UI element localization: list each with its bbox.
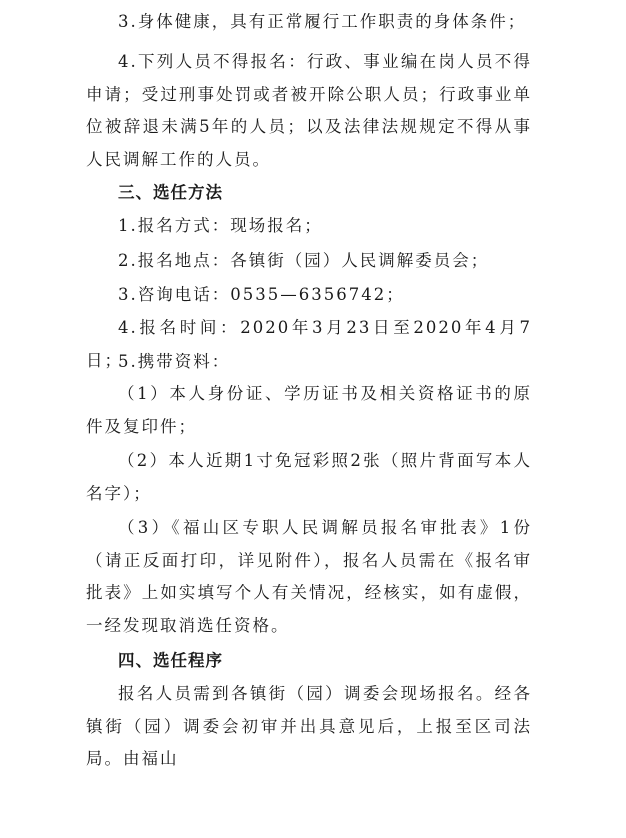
paragraph-health-requirement: 3.身体健康，具有正常履行工作职责的身体条件； bbox=[118, 12, 527, 31]
paragraph-material-id-certificates: （1）本人身份证、学历证书及相关资格证书的原件及复印件； bbox=[86, 384, 532, 436]
paragraph-material-approval-form: （3）《福山区专职人民调解员报名审批表》1份（请正反面打印，详见附件），报名人员需在《报名审批表》上如实填写个人有关情况，经核实，如有虚假，一经发现取消选任资格。 bbox=[86, 518, 532, 635]
paragraph-contact-phone: 3.咨询电话：0535—6356742； bbox=[118, 285, 405, 304]
paragraph-materials: 5.携带资料： bbox=[118, 352, 231, 371]
heading-selection-method: 三、选任方法 bbox=[118, 183, 223, 202]
paragraph-material-photos: （2）本人近期1寸免冠彩照2张（照片背面写本人名字）； bbox=[86, 451, 532, 503]
paragraph-procedure-details: 报名人员需到各镇街（园）调委会现场报名。经各镇街（园）调委会初审并出具意见后，上报至区司法局。由福山 bbox=[86, 684, 532, 768]
paragraph-registration-time: 4.报名时间：2020年3月23日至2020年4月7日； bbox=[86, 318, 532, 370]
heading-selection-procedure: 四、选任程序 bbox=[118, 651, 223, 670]
paragraph-registration-location: 2.报名地点：各镇街（园）人民调解委员会； bbox=[118, 251, 490, 270]
paragraph-registration-method: 1.报名方式：现场报名； bbox=[118, 216, 323, 235]
paragraph-exclusions: 4.下列人员不得报名：行政、事业编在岗人员不得申请；受过刑事处罚或者被开除公职人员；行政事业单位被辞退未满5年的人员；以及法律法规规定不得从事人民调解工作的人员。 bbox=[86, 52, 532, 169]
